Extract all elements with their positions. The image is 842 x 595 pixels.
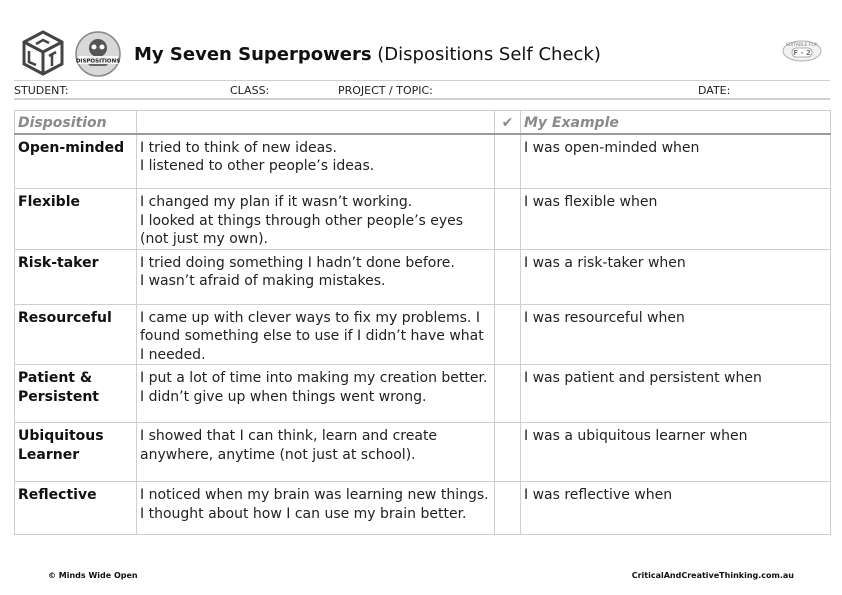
description-line: I came up with clever ways to fix my problems. I found something else to use if I didn’t have what I needed. [140, 309, 484, 363]
description-line: I wasn’t afraid of making mistakes. [140, 273, 386, 289]
tick-cell[interactable] [495, 482, 521, 535]
info-bottom-rule [14, 98, 830, 100]
description-line: I changed my plan if it wasn’t working. [140, 194, 413, 210]
disposition-description [137, 249, 495, 304]
description-line: I listened to other people’s ideas. [140, 158, 375, 174]
description-line: I looked at things through other people’s eyes (not just my own). [140, 212, 464, 247]
disposition-name: Reflective [15, 482, 137, 535]
tick-cell[interactable] [495, 365, 521, 423]
disposition-name: Resourceful [15, 304, 137, 365]
header-disposition: Disposition [15, 111, 137, 134]
info-top-rule [14, 80, 830, 81]
example-cell[interactable]: I was patient and persistent when [521, 365, 831, 423]
title-subtitle: (Dispositions Self Check) [371, 44, 601, 65]
cct-cube-logo-icon [22, 30, 64, 76]
description-line: I put a lot of time into making my creation better. [140, 370, 488, 386]
grade-badge [782, 38, 822, 62]
description-line: I didn’t give up when things went wrong. [140, 388, 427, 405]
tick-cell[interactable] [495, 189, 521, 250]
disposition-description [137, 482, 495, 535]
disposition-name: Flexible [15, 189, 137, 250]
disposition-description [137, 423, 495, 482]
example-cell[interactable]: I was a risk-taker when [521, 249, 831, 304]
disposition-name: Open-minded [15, 134, 137, 189]
description-line: I showed that I can think, learn and create anywhere, anytime (not just at school). [140, 428, 438, 463]
table-row [15, 189, 831, 250]
logo-text: DISPOSITIONS [75, 58, 121, 65]
tick-cell[interactable] [495, 134, 521, 189]
disposition-name: Risk-taker [15, 249, 137, 304]
dispositions-logo-icon [74, 30, 122, 78]
table-row [15, 482, 831, 535]
header-description [137, 111, 495, 134]
disposition-description [137, 304, 495, 365]
title-bold: My Seven Superpowers [134, 44, 372, 65]
footer-website-link[interactable]: CriticalAndCreativeThinking.com.au [631, 571, 794, 580]
disposition-name: Ubiquitous Learner [15, 423, 137, 482]
badge-suitable: SUITABLE FOR [785, 43, 819, 48]
example-cell[interactable]: I was resourceful when [521, 304, 831, 365]
disposition-description [137, 189, 495, 250]
student-label: STUDENT: [14, 84, 69, 97]
disposition-description [137, 365, 495, 423]
table-row [15, 423, 831, 482]
disposition-description [137, 134, 495, 189]
description-line: I noticed when my brain was learning new things. I thought about how I can use my brain better. [140, 487, 489, 522]
description-line: I tried to think of new ideas. [140, 139, 337, 156]
table-row [15, 304, 831, 365]
dispositions-table [14, 110, 831, 535]
table-row [15, 365, 831, 423]
footer-copyright: © Minds Wide Open [48, 571, 138, 580]
table-row [15, 249, 831, 304]
header-tick-icon: ✔ [495, 111, 521, 134]
disposition-name: Patient & Persistent [15, 365, 137, 423]
example-cell[interactable]: I was open-minded when [521, 134, 831, 189]
example-cell[interactable]: I was flexible when [521, 189, 831, 250]
tick-cell[interactable] [495, 249, 521, 304]
header-my-example: My Example [521, 111, 831, 134]
table-header-row [15, 111, 831, 134]
description-line: I tried doing something I hadn’t done before. [140, 254, 455, 271]
project-topic-label: PROJECT / TOPIC: [338, 84, 433, 97]
example-cell[interactable]: I was a ubiquitous learner when [521, 423, 831, 482]
tick-cell[interactable] [495, 423, 521, 482]
tick-cell[interactable] [495, 304, 521, 365]
badge-grade: F - 2 [793, 49, 811, 57]
example-cell[interactable]: I was reflective when [521, 482, 831, 535]
table-row [15, 134, 831, 189]
date-label: DATE: [698, 84, 731, 97]
class-label: CLASS: [230, 84, 270, 97]
page-title [134, 44, 601, 65]
